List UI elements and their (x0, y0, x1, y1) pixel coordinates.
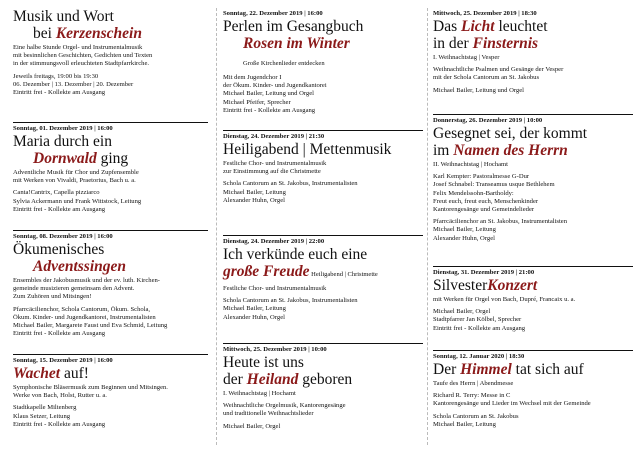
detail-line: Michael Bailer, Orgel (223, 422, 281, 430)
title-line (13, 365, 208, 382)
detail-line: mit der Schola Cantorum an St. Jakobus (433, 74, 540, 82)
event-details (223, 390, 423, 431)
detail-line: Michael Bailer, Orgel (433, 308, 491, 316)
section-rule (223, 343, 423, 344)
detail-line: Stadtpfarrer Jan Kölbel, Sprecher (433, 316, 522, 324)
detail-line: Schola Cantorum an St. Jakobus, Instrumentalisten (223, 180, 358, 188)
detail-line: Kantorengesänge und Lieder im Wechsel mit der Gemeinde (433, 400, 591, 408)
detail-line: 06. Dezember | 13. Dezember | 20. Dezember (13, 80, 134, 88)
section-rule (13, 354, 208, 355)
title-line (223, 141, 423, 158)
title-line (433, 361, 633, 378)
detail-line: I. Weihnachtstag | Hochamt (223, 390, 296, 397)
detail-line: Ökum. Kinder- und Jugendkantorei, Instrumentalisten (13, 313, 156, 321)
event-section (223, 343, 423, 431)
event-section (13, 8, 208, 97)
detail-line: Zum Zuhören und Mitsingen! (13, 293, 92, 301)
title-line (223, 246, 423, 263)
title-text: Große Kirchenlieder entdecken (243, 60, 325, 67)
title-highlight: Wachet (13, 365, 61, 382)
detail-line: Freut euch, freut euch, Menschenkinder (433, 197, 539, 205)
event-title (223, 246, 423, 283)
detail-line: Adventliche Musik für Chor und Zupfensemble (13, 169, 139, 176)
title-highlight: Rosen im Winter (243, 35, 350, 52)
detail-line: Weihnachtliche Orgelmusik, Kantorengesänge (223, 402, 346, 410)
title-highlight: Namen des Herrn (453, 142, 568, 159)
title-line (223, 18, 423, 35)
detail-line: Pfarrcäcilienchor, Schola Cantorum, Ökum. Schola, (13, 305, 151, 313)
title-text: tat sich auf (511, 361, 584, 378)
event-date: Mittwoch, 25. Dezember 2019 | 10:00 (223, 346, 327, 353)
event-section (13, 122, 208, 214)
detail-line: Jeweils freitags, 19:00 bis 19:30 (13, 72, 99, 80)
event-details (13, 384, 208, 429)
title-text: Der (433, 361, 461, 378)
event-date: Sonntag, 22. Dezember 2019 | 16:00 (223, 10, 323, 17)
detail-line: Alexander Huhn, Orgel (223, 196, 285, 204)
detail-line: Michael Bailer, Leitung und Orgel (433, 86, 524, 94)
detail-line: Michael Bailer, Leitung (223, 305, 286, 313)
event-section (223, 235, 423, 322)
detail-line: Alexander Huhn, Orgel (223, 313, 285, 321)
title-line (433, 125, 633, 142)
detail-line: Michael Bailer, Margarete Faust und Eva Schmid, Leitung (13, 322, 168, 330)
event-section (433, 350, 633, 429)
title-line (433, 35, 633, 52)
detail-line: Schola Cantorum an St. Jakobus, Instrumentalisten (223, 297, 358, 305)
event-title (433, 277, 633, 294)
detail-line: Karl Kempter: Pastoralmesse G-Dur (433, 173, 530, 181)
title-line (223, 52, 423, 72)
title-highlight: große Freude (223, 263, 310, 280)
event-details (13, 169, 208, 214)
title-line (13, 8, 208, 25)
detail-line: und traditionelle Weihnachtslieder (223, 410, 314, 418)
event-section (433, 8, 633, 95)
detail-line: mit Werken von Vivaldi, Praetorius, Bach u. a. (13, 177, 136, 185)
event-section (433, 114, 633, 243)
event-date: Dienstag, 24. Dezember 2019 | 22:00 (223, 238, 325, 245)
title-text: Heute ist uns (223, 354, 304, 371)
title-highlight: Dornwald (33, 150, 97, 167)
event-title (13, 365, 208, 382)
event-details (223, 74, 423, 115)
title-line (13, 241, 208, 258)
section-rule (223, 130, 423, 131)
event-details (433, 296, 633, 333)
detail-line: Sylvia Ackermann und Frank Wittstock, Leitung (13, 197, 142, 205)
title-text: Silvester (433, 277, 488, 294)
detail-line: Klaus Setzer, Leitung (13, 412, 71, 420)
event-date: Sonntag, 08. Dezember 2019 | 16:00 (13, 233, 113, 240)
detail-line: Richard R. Terry: Messe in C (433, 392, 511, 400)
detail-line: Kantorengesänge und Gemeindelieder (433, 206, 535, 214)
title-text: Das (433, 18, 461, 35)
detail-line: I. Weihnachtstag | Vesper (433, 54, 500, 61)
title-text: ging (96, 150, 129, 167)
detail-line: mit Werken für Orgel von Bach, Dupré, Francaix u. a. (433, 296, 576, 303)
detail-line: mit besinnlichen Geschichten, Gedichten und Texten (13, 52, 153, 60)
title-line (433, 18, 633, 35)
title-line (13, 258, 208, 275)
title-text: Maria durch ein (13, 133, 112, 150)
detail-line: Pfarrcäcilienchor an St. Jakobus, Instrumentalisten (433, 218, 568, 226)
detail-line: Michael Bailer, Leitung (223, 188, 286, 196)
event-date: Dienstag, 24. Dezember 2019 | 21:30 (223, 133, 325, 140)
title-text: leuchtet (494, 18, 548, 35)
event-details (223, 285, 423, 322)
title-text: in der (433, 35, 473, 52)
event-date: Mittwoch, 25. Dezember 2019 | 18:30 (433, 10, 537, 17)
detail-line: Eintritt frei - Kollekte am Ausgang (13, 89, 106, 97)
detail-line: Stadtkapelle Miltenberg (13, 404, 77, 412)
title-text: auf! (60, 365, 89, 382)
event-title (223, 18, 423, 72)
title-line (433, 277, 633, 294)
event-date: Sonntag, 12. Januar 2020 | 18:30 (433, 353, 525, 360)
detail-line: Festliche Chor- und Instrumentalmusik (223, 160, 327, 167)
detail-line: Symphonische Bläsermusik zum Beginnen und Mitsingen. (13, 384, 168, 391)
column-divider (427, 8, 428, 445)
event-details (13, 277, 208, 338)
title-line (433, 142, 633, 159)
title-line (223, 263, 423, 283)
title-text: bei (33, 25, 56, 42)
title-text: Heiligabend | Christmette (309, 271, 378, 278)
title-highlight: Konzert (487, 277, 538, 294)
event-title (223, 354, 423, 388)
detail-line: II. Weihnachtstag | Hochamt (433, 161, 509, 168)
title-line (13, 133, 208, 150)
detail-line: Ensembles der Jakobusmusik und der ev. luth. Kirchen- (13, 277, 160, 284)
detail-line: Michael Bailer, Leitung (433, 420, 496, 428)
event-title (13, 133, 208, 167)
event-title (13, 241, 208, 275)
detail-line: Weihnachtliche Psalmen und Gesänge der Vesper (433, 66, 564, 74)
section-rule (223, 235, 423, 236)
title-line (13, 25, 208, 42)
detail-line: Eine halbe Stunde Orgel- und Instrumentalmusik (13, 44, 143, 51)
event-section (13, 230, 208, 338)
event-date: Dienstag, 31. Dezember 2019 | 21:00 (433, 269, 535, 276)
event-section (223, 8, 423, 115)
title-text: Ökumenisches (13, 241, 105, 258)
title-text: im (433, 142, 454, 159)
section-rule (13, 122, 208, 123)
section-rule (433, 350, 633, 351)
title-line (13, 150, 208, 167)
event-title (433, 125, 633, 159)
title-highlight: Adventssingen (33, 258, 127, 275)
section-rule (433, 114, 633, 115)
title-text: Perlen im Gesangbuch (223, 18, 364, 35)
section-rule (433, 266, 633, 267)
detail-line: Eintritt frei - Kollekte am Ausgang (13, 330, 106, 338)
detail-line: gemeinde musizieren gemeinsam den Advent. (13, 285, 135, 293)
detail-line: Taufe des Herrn | Abendmesse (433, 380, 514, 387)
title-highlight: Himmel (460, 361, 512, 378)
event-details (433, 161, 633, 243)
event-details (223, 160, 423, 205)
detail-line: in der stimmungsvoll erleuchteten Stadtpfarrkirche. (13, 60, 150, 68)
title-text: Ich verkünde euch eine (223, 246, 368, 263)
column-divider (216, 8, 217, 445)
detail-line: der Ökum. Kinder- und Jugendkantorei (223, 82, 327, 90)
event-title (433, 18, 633, 52)
event-section (223, 130, 423, 205)
event-date: Sonntag, 01. Dezember 2019 | 16:00 (13, 125, 113, 132)
event-section (13, 354, 208, 429)
detail-line: Canta!Cantrix, Capella pizziarco (13, 189, 100, 197)
event-title (433, 361, 633, 378)
detail-line: Festliche Chor- und Instrumentalmusik (223, 285, 327, 292)
title-text: Heiligabend | Mettenmusik (223, 141, 392, 158)
detail-line: Michael Bailer, Leitung und Orgel (223, 90, 314, 98)
event-date: Donnerstag, 26. Dezember 2019 | 10:00 (433, 117, 543, 124)
detail-line: Felix Mendelssohn-Bartholdy: (433, 189, 514, 197)
detail-line: Eintritt frei - Kollekte am Ausgang (223, 106, 316, 114)
detail-line: Alexander Huhn, Orgel (433, 234, 495, 242)
detail-line: Josef Schnabel: Transeamus usque Bethlehem (433, 181, 555, 189)
event-title (223, 141, 423, 158)
detail-line: Eintritt frei - Kollekte am Ausgang (13, 205, 106, 213)
detail-line: Mit dem Jugendchor I (223, 74, 282, 81)
event-title (13, 8, 208, 42)
title-highlight: Finsternis (472, 35, 539, 52)
detail-line: Werke von Bach, Holst, Rutter u. a. (13, 392, 107, 400)
title-highlight: Heiland (246, 371, 299, 388)
event-details (433, 380, 633, 429)
title-text: geboren (298, 371, 353, 388)
title-line (223, 354, 423, 371)
detail-line: Eintritt frei - Kollekte am Ausgang (433, 324, 526, 332)
detail-line: zur Einstimmung auf die Christmette (223, 168, 321, 176)
title-line (223, 35, 423, 52)
section-rule (13, 230, 208, 231)
title-line (223, 371, 423, 388)
detail-line: Michael Bailer, Leitung (433, 226, 496, 234)
detail-line: Schola Cantorum an St. Jakobus (433, 412, 519, 420)
title-text: der (223, 371, 247, 388)
event-section (433, 266, 633, 333)
detail-line: Michael Pfeifer, Sprecher (223, 98, 291, 106)
event-date: Sonntag, 15. Dezember 2019 | 16:00 (13, 357, 113, 364)
title-text: Musik und Wort (13, 8, 114, 25)
event-details (13, 44, 208, 97)
title-highlight: Kerzenschein (55, 25, 142, 42)
title-highlight: Licht (460, 18, 495, 35)
detail-line: Eintritt frei - Kollekte am Ausgang (13, 420, 106, 428)
event-details (433, 54, 633, 95)
title-text: Gesegnet sei, der kommt (433, 125, 588, 142)
